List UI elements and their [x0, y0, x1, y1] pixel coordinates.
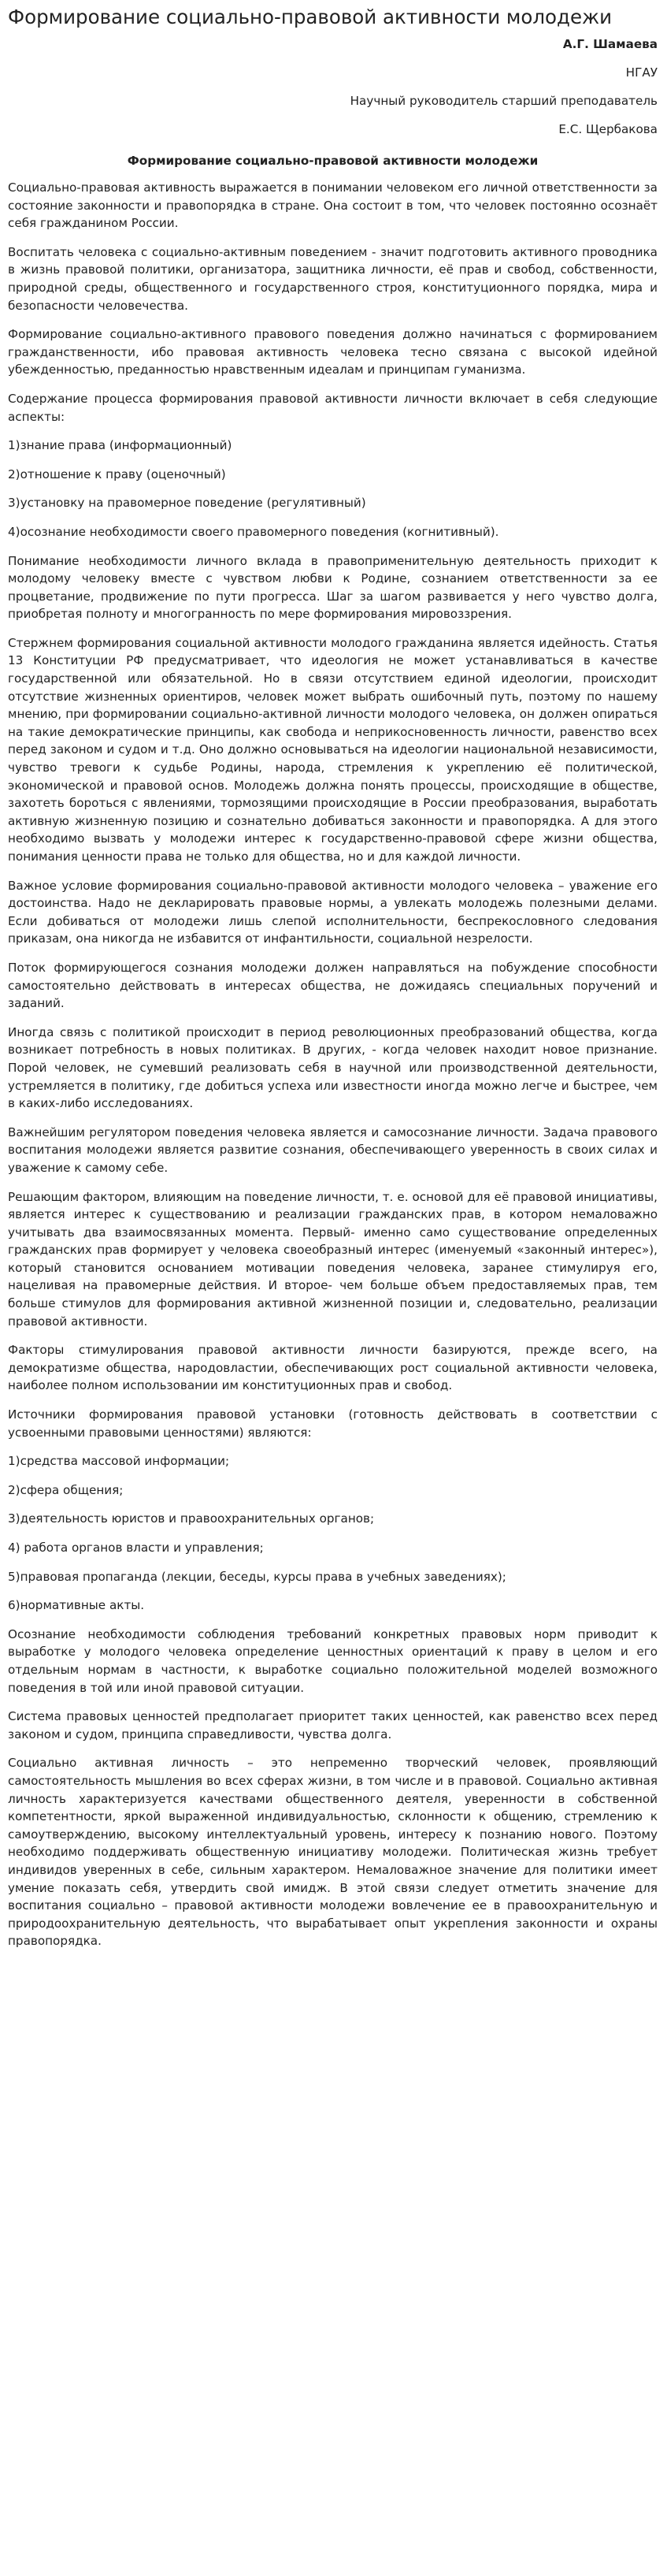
paragraph: Содержание процесса формирования правовой активности личности включает в себя следующие аспекты: [8, 391, 658, 424]
supervisor-role: Научный руководитель старший преподаватель [350, 94, 658, 108]
paragraph: 2)сфера общения; [8, 1482, 124, 1497]
paragraph: 4) работа органов власти и управления; [8, 1541, 264, 1555]
paragraph: 1)знание права (информационный) [8, 438, 232, 453]
paragraph: 2)отношение к праву (оценочный) [8, 467, 226, 481]
paragraph: Социально-правовая активность выражается в понимании человеком его личной ответственности за состояние законности и правопорядка в стране. Она состоит в том, что человек постоянно осознаёт себя гражданином России. [8, 180, 658, 231]
paragraph: Источники формирования правовой установки (готовность действовать в соответствии с усвоенными правовыми ценностями) являются: [8, 1407, 658, 1440]
paragraph: Воспитать человека с социально-активным поведением - значит подготовить активного проводника в жизнь правовой политики, организатора, защитника личности, её прав и свобод, собственности, природной среды, общественного и государственного строя, конституционного порядка, мира и безопасности человечества. [8, 244, 658, 313]
paragraph: Социально активная личность – это непременно творческий человек, проявляющий самостоятельность мышления во всех сферах жизни, в том числе и в правовой. Социально активная личность характеризуется качествами общественного деятеля, уверенности в собственной компетентности, яркой выраженной индивидуальностью, склонности к общению, стремлению к самоутверждению, высокому интеллектуальный уровень, интересу к познанию нового. Поэтому необходимо поддерживать общественную инициативу молодежи. Политическая жизнь требует индивидов уверенных в себе, сильным характером. Немаловажное значение для политики имеет умение показать себя, утвердить свой имидж. В этой связи следует отметить значение для воспитания социально – правовой активности молодежи вовлечение ее в правоохранительную и природоохранительную деятельность, что вырабатывает опыт укрепления законности и охраны правопорядка. [8, 1756, 658, 1949]
paragraph: 1)средства массовой информации; [8, 1454, 230, 1469]
paragraph: 3)деятельность юристов и правоохранительных органов; [8, 1511, 375, 1526]
paragraph: Важное условие формирования социально-правовой активности молодого человека – уважение его достоинства. Надо не декларировать правовые нормы, а увлекать молодежь полезными делами. Если добиваться от молодежи лишь слепой исполнительности, беспрекословного следования приказам, она никогда не избавится от инфантильности, социальной незрелости. [8, 878, 658, 946]
paragraph: Стержнем формирования социальной активности молодого гражданина является идейность. Статья 13 Конституции РФ предусматривает, что идеология не может устанавливаться в качестве государственной или обязательной. Но в связи отсутствием единой идеологии, происходит отсутствие жизненных ориентиров, человек может выбрать ошибочный путь, поэтому по нашему мнению, при формировании социально-активной личности молодого человека, он должен опираться на такие демократические принципы, как свобода и неприкосновенность личности, равенство всех перед законом и судом и т.д. Оно должно основываться на идеологии национальной независимости, чувство тревоги к судьбе Родины, народа, стремления к укреплению её политической, экономической и правовой основ. Молодежь должна понять процессы, происходящие в обществе, захотеть бороться с явлениями, тормозящими происходящие в России преобразования, выработать активную жизненную позицию и сознательно добиваться законности и правопорядка. А для этого необходимо вызвать у молодежи интерес к государственно-правовой сфере жизни общества, понимания ценности права не только для общества, но и для каждой личности. [8, 635, 658, 864]
paragraph: Иногда связь с политикой происходит в период революционных преобразований общества, когда возникает потребность в новых политиках. В других, - когда человек находит новое признание. Порой человек, не сумевший реализовать себя в научной или производственной деятельности, устремляется в политику, где добиться успеха или известности иногда можно легче и быстрее, чем в каких-либо исследованиях. [8, 1024, 658, 1111]
paragraph: 4)осознание необходимости своего правомерного поведения (когнитивный). [8, 524, 499, 539]
article-body [8, 179, 658, 1950]
paragraph: 6)нормативные акты. [8, 1598, 145, 1613]
paragraph: Понимание необходимости личного вклада в правоприменительную деятельность приходит к молодому человеку вместе с чувством любви к Родине, сознанием ответственности за ее процветание, продвижение по пути прогресса. Шаг за шагом развивается у него чувство долга, приобретая полноту и многогранность по мере формирования мировоззрения. [8, 553, 658, 622]
paragraph: 3)установку на правомерное поведение (регулятивный) [8, 496, 366, 511]
author-name: А.Г. Шамаева [562, 37, 658, 51]
organization: НГАУ [625, 65, 658, 80]
paragraph: Важнейшим регулятором поведения человека является и самосознание личности. Задача правового воспитания молодежи является развитие сознания, обеспечивающего уверенность в своих силах и уважение к самому себе. [8, 1124, 658, 1175]
paragraph: 5)правовая пропаганда (лекции, беседы, курсы права в учебных заведениях); [8, 1569, 506, 1584]
paragraph: Факторы стимулирования правовой активности личности базируются, прежде всего, на демократизме общества, народовластии, обеспечивающих рост социальной активности человека, наиболее полном использовании им конституционных прав и свобод. [8, 1343, 658, 1393]
paragraph: Осознание необходимости соблюдения требований конкретных правовых норм приводит к выработке у молодого человека определение ценностных ориентаций к праву в целом и его отдельным нормам в частности, к выработке социально положительной моделей возможного поведения в той или иной правовой ситуации. [8, 1626, 658, 1695]
paragraph: Решающим фактором, влияющим на поведение личности, т. е. основой для её правовой инициативы, является интерес к существованию и реализации гражданских прав, в котором немаловажно учитывать два взаимосвязанных момента. Первый- именно само существование определенных гражданских прав формирует у человека своеобразный интерес (именуемый «законный интерес»), который становится основанием мотивации поведения человека, заранее стимулируя его, нацеливая на правомерные действия. И второе- чем больше объем предоставляемых прав, тем больше стимулов для формирования активной жизненной позиции и, следовательно, реализации правовой активности. [8, 1189, 658, 1329]
paragraph: Формирование социально-активного правового поведения должно начинаться с формированием гражданственности, ибо правовая активность человека тесно связана с высокой идейной убежденностью, преданностью нравственным идеалам и принципам гуманизма. [8, 327, 658, 377]
article-subtitle: Формирование социально-правовой активности молодежи [127, 154, 539, 168]
paragraph: Система правовых ценностей предполагает приоритет таких ценностей, как равенство всех перед законом и судом, принципа справедливости, чувства долга. [8, 1709, 658, 1741]
document-title: Формирование социально-правовой активности молодежи [8, 6, 613, 28]
paragraph: Поток формирующегося сознания молодежи должен направляться на побуждение способности самостоятельно действовать в интересах общества, не дожидаясь специальных поручений и заданий. [8, 960, 658, 1011]
supervisor-name: Е.С. Щербакова [558, 122, 658, 136]
